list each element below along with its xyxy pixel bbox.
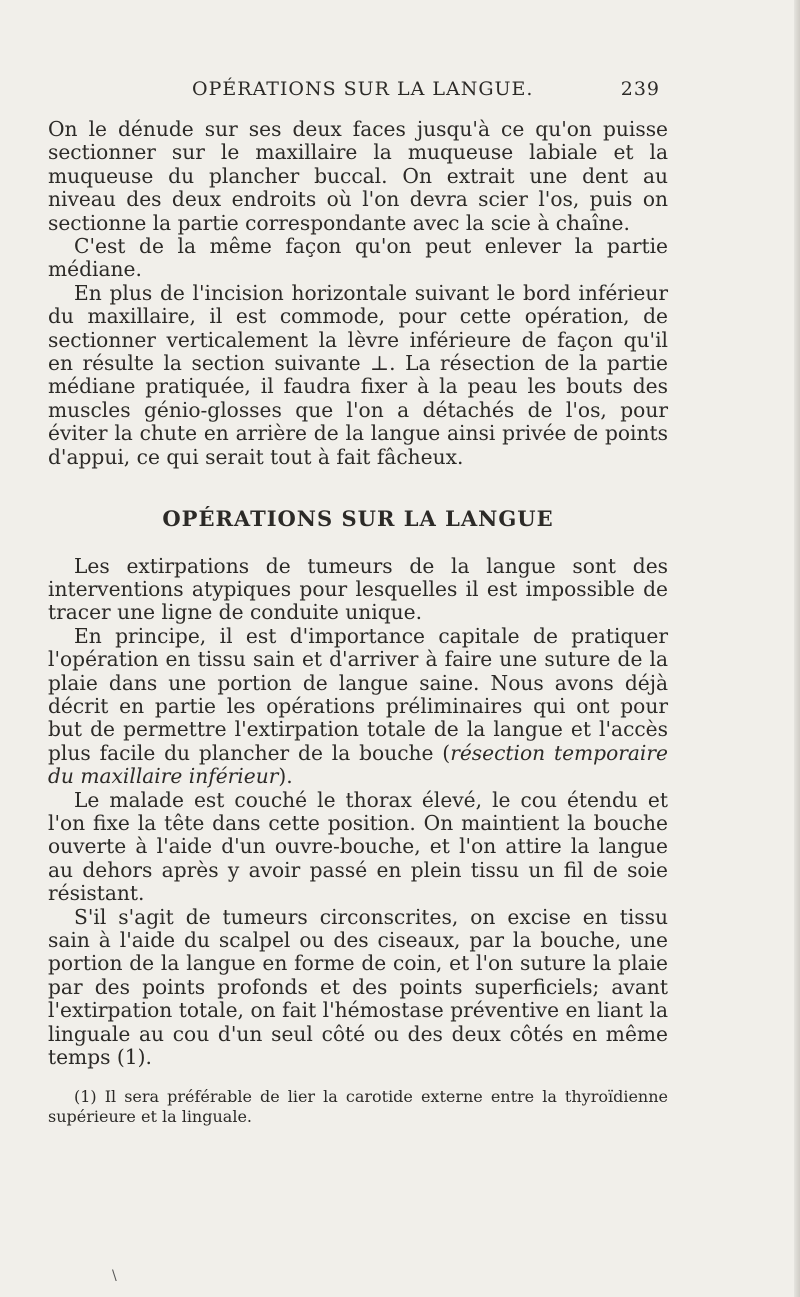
paragraph: En plus de l'incision horizontale suivant le bord inférieur du maxillaire, il est commode, pour cette opération, de sectionner verticalement la lèvre inférieure de façon qu'il en résulte la section suivante ⊥. La résection de la partie médiane pratiquée, il faudra fixer à la peau les bouts des muscles génio-glosses que l'on a détachés de l'os, pour éviter la chute en arrière de la langue ainsi privée de points d'appui, ce qui serait tout à fait fâcheux. xyxy=(48,280,668,469)
paragraph: S'il s'agit de tumeurs circonscrites, on excise en tissu sain à l'aide du scalpel ou des ciseaux, par la bouche, une portion de la langue en forme de coin, et l'on suture la plaie par des points profonds et des points superficiels; avant l'extirpation totale, on fait l'hémostase préventive en liant la linguale au cou d'un seul côté ou des deux côtés en même temps (1). xyxy=(48,904,668,1070)
running-header xyxy=(48,78,660,106)
footnote: (1) Il sera préférable de lier la carotide externe entre la thyroïdienne supérieure et la linguale. xyxy=(48,1087,668,1127)
running-title: OPÉRATIONS SUR LA LANGUE. xyxy=(192,78,534,100)
page-number: 239 xyxy=(620,78,660,100)
paragraph: On le dénude sur ses deux faces jusqu'à ce qu'on puisse sectionner sur le maxillaire la muqueuse labiale et la muqueuse du plancher buccal. On extrait une dent au niveau des deux endroits où l'on devra scier l'os, puis on sectionne la partie correspondante avec la scie à chaîne. xyxy=(48,117,668,235)
italic-reference: résection temporaire du maxillaire inférieur xyxy=(48,740,668,789)
page-edge xyxy=(794,0,800,1297)
paragraph: C'est de la même façon qu'on peut enlever la partie médiane. xyxy=(48,234,668,282)
page-body xyxy=(48,118,668,1127)
paragraph-text: ). xyxy=(278,764,293,789)
paragraph: Les extirpations de tumeurs de la langue sont des interventions atypiques pour lesquelles il est impossible de tracer une ligne de conduite unique. xyxy=(48,553,668,625)
paragraph-text: En principe, il est d'importance capitale de pratiquer l'opération en tissu sain et d'arriver à faire une suture de la plaie dans une portion de langue saine. Nous avons déjà décrit en partie les opérations préliminaires qui ont pour but de permettre l'extirpation totale de la langue et l'accès plus facile du plancher de la bouche ( xyxy=(48,623,668,765)
paragraph: Le malade est couché le thorax élevé, le cou étendu et l'on fixe la tête dans cette position. On maintient la bouche ouverte à l'aide d'un ouvre-bouche, et l'on attire la langue au dehors après y avoir passé en plein tissu un fil de soie résistant. xyxy=(48,787,668,906)
section-heading: OPÉRATIONS SUR LA LANGUE xyxy=(162,506,554,532)
stray-mark: \ xyxy=(112,1268,117,1284)
paragraph xyxy=(48,625,668,789)
